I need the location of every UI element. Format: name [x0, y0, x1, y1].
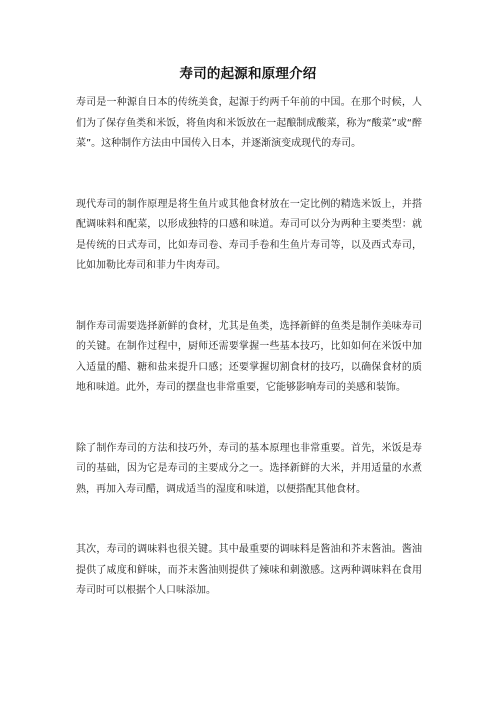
paragraph-seasoning: 其次，寿司的调味料也很关键。其中最重要的调味料是酱油和芥末酱油。酱油提供了咸度和鲜味，而芥末酱油则提供了辣味和刺激感。这两种调味料在食用寿司时可以根据个人口味添加。	[76, 544, 422, 596]
document-body	[76, 93, 422, 602]
paragraph-principle: 现代寿司的制作原理是将生鱼片或其他食材放在一定比例的精选米饭上，并搭配调味料和配菜，以形成独特的口感和味道。寿司可以分为两种主要类型：就是传统的日式寿司，比如寿司卷、寿司手卷和生鱼片寿司等，以及西式寿司，比如加勒比寿司和菲力牛肉寿司。	[76, 198, 422, 271]
document-title: 寿司的起源和原理介绍	[179, 66, 317, 82]
paragraph-technique: 制作寿司需要选择新鲜的食材，尤其是鱼类，选择新鲜的鱼类是制作美味寿司的关键。在制作过程中，厨师还需要掌握一些基本技巧，比如如何在米饭中加入适量的醋、糖和盐来提升口感；还要掌握切割食材的技巧，以确保食材的质地和味道。此外，寿司的摆盘也非常重要，它能够影响寿司的美感和装饰。	[76, 320, 422, 393]
paragraph-origin: 寿司是一种源自日本的传统美食，起源于约两千年前的中国。在那个时候，人们为了保存鱼类和米饭，将鱼肉和米饭放在一起酿制成酸菜，称为“酸菜”或“醉菜”。这种制作方法由中国传入日本，并逐渐演变成现代的寿司。	[76, 97, 422, 149]
paragraph-rice: 除了制作寿司的方法和技巧外，寿司的基本原理也非常重要。首先，米饭是寿司的基础，因为它是寿司的主要成分之一。选择新鲜的大米，并用适量的水煮熟，再加入寿司醋，调成适当的湿度和味道，以便搭配其他食材。	[76, 442, 422, 495]
